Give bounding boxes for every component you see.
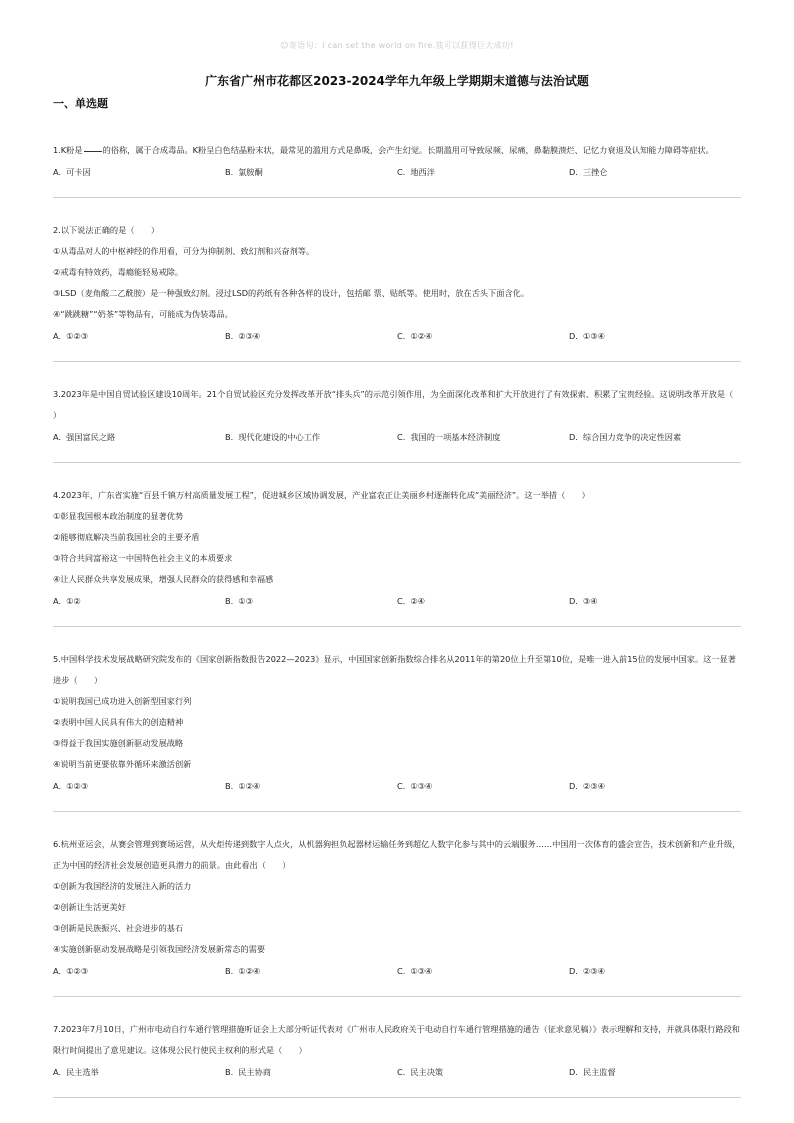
- option-letter: B.: [225, 432, 234, 442]
- option-b[interactable]: [225, 776, 397, 797]
- option-d[interactable]: [569, 1062, 741, 1083]
- question-6: [53, 834, 741, 997]
- question-3: [53, 384, 750, 463]
- option-text: 地西泮: [410, 167, 435, 177]
- option-letter: C.: [397, 596, 406, 606]
- option-d[interactable]: [569, 162, 741, 183]
- option-b[interactable]: [225, 591, 397, 612]
- question-stem: 4.2023年，广东省实施“百县千镇万村高质量发展工程”，促进城乡区域协调发展，产业富农正让美丽乡村逐渐转化成“美丽经济”。这一举措（ ）: [53, 490, 590, 500]
- question-stem: 2.以下说法正确的是（ ）: [53, 225, 160, 235]
- statement-item: ①说明我国已成功进入创新型国家行列: [53, 696, 192, 706]
- option-text: 民主协商: [238, 1067, 271, 1077]
- fill-in-blank: [84, 151, 102, 152]
- question-5: [53, 649, 741, 812]
- option-b[interactable]: [225, 326, 397, 347]
- option-letter: D.: [569, 1067, 578, 1077]
- option-a[interactable]: [53, 1062, 225, 1083]
- option-letter: B.: [225, 966, 234, 976]
- answer-options: [53, 1062, 741, 1083]
- option-letter: D.: [569, 167, 578, 177]
- option-text: 民主选举: [66, 1067, 99, 1077]
- option-letter: B.: [225, 1067, 234, 1077]
- page-title: 广东省广州市花都区2023-2024学年九年级上学期期末道德与法治试题: [205, 74, 589, 88]
- option-text: ①②③: [66, 781, 89, 791]
- option-text: ①③④: [582, 331, 605, 341]
- option-text: 民主决策: [410, 1067, 444, 1077]
- question-stem-part: 1.K粉是: [53, 145, 83, 155]
- question-stem: 6.杭州亚运会，从赛会管理到赛场运营，从火炬传递到数字人点火，从机器狗担负起器材运输任务到超亿人数字化参与其中的云端服务……中国用一次体育的盛会宣告，技术创新和产业升级，正为中国的经济社会发展创造更具潜力的前景。由此看出（ ）: [53, 839, 741, 870]
- option-text: 强国富民之路: [66, 432, 116, 442]
- option-a[interactable]: [53, 427, 225, 448]
- question-list: [53, 140, 750, 1120]
- option-letter: D.: [569, 966, 578, 976]
- option-text: ①②④: [410, 331, 433, 341]
- option-text: ①②④: [238, 781, 261, 791]
- option-letter: C.: [397, 966, 406, 976]
- statement-item: ③创新是民族振兴、社会进步的基石: [53, 923, 184, 933]
- option-text: ②③④: [582, 781, 605, 791]
- answer-options: [53, 162, 741, 183]
- answer-options: [53, 591, 741, 612]
- section-heading: 一、单选题: [53, 97, 108, 110]
- option-letter: D.: [569, 596, 578, 606]
- statement-item: ②创新让生活更美好: [53, 902, 126, 912]
- option-letter: D.: [569, 432, 578, 442]
- option-c[interactable]: [397, 427, 569, 448]
- option-a[interactable]: [53, 961, 225, 982]
- question-stem: 3.2023年是中国自贸试验区建设10周年。21个自贸试验区充分发挥改革开放“排头兵”的示范引领作用，为全面深化改革和扩大开放进行了有效探索、积累了宝贵经验。这说明改革开放是（ ）: [53, 389, 750, 420]
- option-a[interactable]: [53, 776, 225, 797]
- option-letter: B.: [225, 167, 234, 177]
- option-c[interactable]: [397, 1062, 569, 1083]
- option-d[interactable]: [569, 591, 741, 612]
- statement-item: ③符合共同富裕这一中国特色社会主义的本质要求: [53, 553, 233, 563]
- option-b[interactable]: [225, 1062, 397, 1083]
- option-text: 我国的一项基本经济制度: [410, 432, 501, 442]
- question-stem: 7.2023年7月10日，广州市电动自行车通行管理措施听证会上大部分听证代表对《广州市人民政府关于电动自行车通行管理措施的通告（征求意见稿）》表示理解和支持，并就具体限行路段和限行时间提出了意见建议。这体现公民行使民主权利的形式是（ ）: [53, 1024, 740, 1055]
- option-letter: A.: [53, 596, 62, 606]
- option-text: ①②③: [66, 331, 89, 341]
- option-text: ①②④: [238, 966, 261, 976]
- statement-item: ④实施创新驱动发展战略是引领我国经济发展新常态的需要: [53, 944, 266, 954]
- question-stem: 5.中国科学技术发展战略研究院发布的《国家创新指数报告2022—2023》显示，中国国家创新指数综合排名从2011年的第20位上升至第10位，是唯一进入前15位的发展中国家。这一显著进步（ ）: [53, 654, 736, 685]
- option-b[interactable]: [225, 162, 397, 183]
- statement-item: ④让人民群众共享发展成果，增强人民群众的获得感和幸福感: [53, 574, 274, 584]
- option-d[interactable]: [569, 326, 741, 347]
- option-letter: A.: [53, 432, 62, 442]
- statement-item: ①从毒品对人的中枢神经的作用看，可分为抑制剂、致幻剂和兴奋剂等。: [53, 246, 315, 256]
- option-text: ①②: [66, 596, 81, 606]
- option-b[interactable]: [225, 427, 397, 448]
- statement-item: ④说明当前更要依靠外循环来激活创新: [53, 759, 192, 769]
- option-letter: C.: [397, 167, 406, 177]
- option-letter: A.: [53, 966, 62, 976]
- option-text: 三挫仑: [582, 167, 608, 177]
- option-text: ①③④: [410, 781, 433, 791]
- option-c[interactable]: [397, 326, 569, 347]
- option-d[interactable]: [569, 961, 741, 982]
- statement-item: ④“跳跳糖”“奶茶”等物品有，可能成为伪装毒品。: [53, 309, 233, 319]
- option-letter: A.: [53, 331, 62, 341]
- option-a[interactable]: [53, 591, 225, 612]
- question-2: [53, 220, 741, 362]
- option-c[interactable]: [397, 776, 569, 797]
- option-text: 综合国力竞争的决定性因素: [582, 432, 682, 442]
- option-c[interactable]: [397, 162, 569, 183]
- option-letter: C.: [397, 1067, 406, 1077]
- option-letter: A.: [53, 781, 62, 791]
- option-a[interactable]: [53, 326, 225, 347]
- option-letter: C.: [397, 432, 406, 442]
- option-c[interactable]: [397, 591, 569, 612]
- option-d[interactable]: [569, 776, 741, 797]
- option-text: 可卡因: [66, 167, 91, 177]
- option-b[interactable]: [225, 961, 397, 982]
- statement-item: ②戒毒有特效药，毒瘾能轻易戒除。: [53, 267, 184, 277]
- option-letter: D.: [569, 781, 578, 791]
- answer-options: [53, 961, 741, 982]
- option-letter: A.: [53, 167, 62, 177]
- option-letter: C.: [397, 781, 406, 791]
- answer-options: [53, 427, 741, 448]
- question-4: [53, 485, 741, 627]
- statement-item: ①彰显我国根本政治制度的显著优势: [53, 511, 184, 521]
- option-text: ②③④: [238, 331, 261, 341]
- option-text: ①③: [238, 596, 253, 606]
- statement-item: ①创新为我国经济的发展注入新的活力: [53, 881, 192, 891]
- option-text: ①②③: [66, 966, 89, 976]
- option-letter: A.: [53, 1067, 62, 1077]
- option-letter: B.: [225, 781, 234, 791]
- question-7: [53, 1019, 741, 1098]
- option-text: ③④: [582, 596, 598, 606]
- option-text: 现代化建设的中心工作: [238, 432, 321, 442]
- option-text: 民主监督: [582, 1067, 616, 1077]
- option-a[interactable]: [53, 162, 225, 183]
- statement-item: ③LSD（麦角酸二乙酰胺）是一种强致幻剂。浸过LSD的药纸有各种各样的设计，包括邮 票、贴纸等。使用时，放在舌头下面含化。: [53, 288, 530, 298]
- statement-item: ③得益于我国实施创新驱动发展战略: [53, 738, 184, 748]
- option-c[interactable]: [397, 961, 569, 982]
- option-text: 氯胺酮: [238, 167, 263, 177]
- answer-options: [53, 776, 741, 797]
- option-text: ②③④: [582, 966, 605, 976]
- question-stem: [53, 140, 741, 161]
- header-motto: ☺寄语句：I can set the world on fire.我可以获得巨大成功!: [280, 41, 514, 50]
- question-stem-part: 的俗称，属于合成毒品。K粉呈白色结晶粉末状，最常见的滥用方式是鼻吸，会产生幻觉。长期滥用可导致尿频、尿痛，鼻黏膜溃烂、记忆力衰退及认知能力障碍等症状。: [102, 145, 714, 155]
- statement-item: ②表明中国人民具有伟大的创造精神: [53, 717, 184, 727]
- option-d[interactable]: [569, 427, 741, 448]
- option-text: ②④: [410, 596, 426, 606]
- option-letter: C.: [397, 331, 406, 341]
- question-1: [53, 140, 741, 198]
- option-letter: B.: [225, 331, 234, 341]
- option-letter: D.: [569, 331, 578, 341]
- option-letter: B.: [225, 596, 234, 606]
- statement-item: ②能够彻底解决当前我国社会的主要矛盾: [53, 532, 200, 542]
- answer-options: [53, 326, 741, 347]
- option-text: ①③④: [410, 966, 433, 976]
